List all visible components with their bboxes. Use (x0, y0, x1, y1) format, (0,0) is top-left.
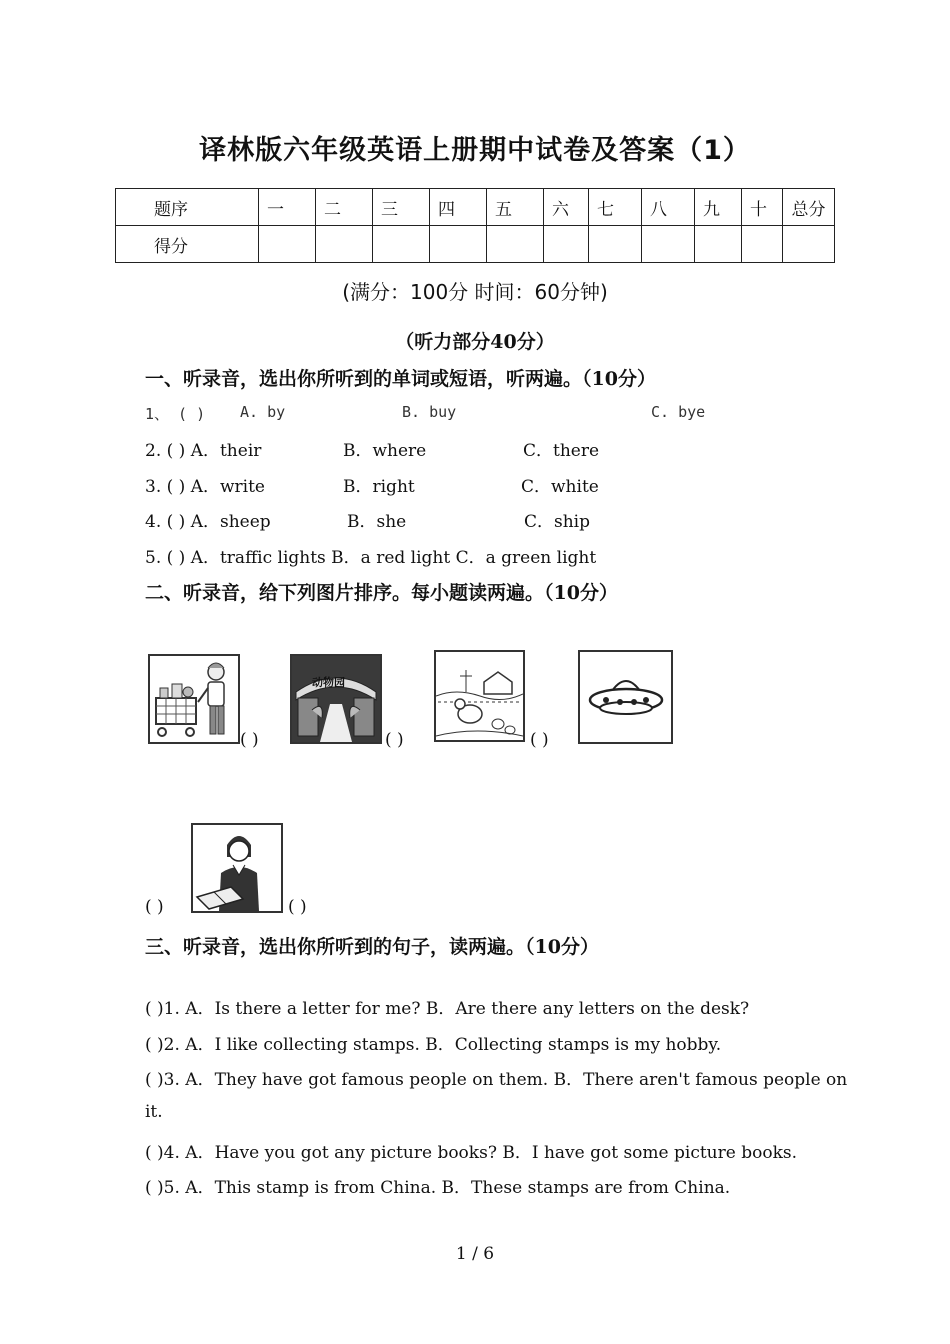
q2-option-c: C．there (523, 441, 600, 461)
score-cell[interactable] (259, 226, 316, 263)
answer-paren[interactable]: ( ) (288, 897, 307, 917)
zoo-gate-icon (292, 656, 380, 742)
score-cell[interactable] (373, 226, 430, 263)
table-cell: 题序 (116, 189, 259, 226)
zoo-sign-text: 动物园 (312, 676, 345, 689)
table-cell: 七 (589, 189, 642, 226)
answer-paren[interactable]: ( ) (240, 730, 259, 750)
score-cell[interactable] (783, 226, 835, 263)
table-cell: 六 (544, 189, 589, 226)
q1-number: 1、 ( ) (145, 405, 206, 423)
table-row (116, 226, 835, 263)
page-title: 译林版六年级英语上册期中试卷及答案（1） (199, 135, 751, 166)
table-cell: 九 (695, 189, 742, 226)
section2-heading: 二、听录音，给下列图片排序。每小题读两遍。（10分） (145, 582, 618, 604)
q1-option-c: C. bye (651, 403, 706, 421)
shopping-cart-picture (148, 654, 240, 744)
table-cell: 总分 (783, 189, 835, 226)
table-cell: 得分 (116, 226, 259, 263)
q4-option-b: B．she (347, 512, 407, 532)
answer-paren[interactable]: ( ) (145, 897, 164, 917)
score-cell[interactable] (316, 226, 373, 263)
section1-heading: 一、听录音，选出你所听到的单词或短语，听两遍。（10分） (145, 368, 656, 390)
farm-picture (434, 650, 525, 742)
table-cell: 三 (373, 189, 430, 226)
ufo-icon (580, 652, 671, 742)
woman-reading-icon (193, 825, 281, 911)
section3-heading: 三、听录音，选出你所听到的句子，读两遍。（10分） (145, 936, 599, 958)
q5-line: 5. ( ) A．traffic lights B．a red light C．a green light (145, 548, 597, 568)
s3-item: ( )3. A．They have got famous people on them. B．There aren't famous people on (145, 1070, 848, 1090)
q3-option-b: B．right (343, 477, 415, 497)
listening-header: （听力部分40分） (395, 331, 555, 353)
q1-option-b: B. buy (402, 403, 457, 421)
ufo-picture (578, 650, 673, 744)
table-cell: 五 (487, 189, 544, 226)
s3-item-continuation: it. (145, 1102, 163, 1122)
score-cell[interactable] (695, 226, 742, 263)
q3-number: 3. ( ) A．write (145, 477, 265, 497)
q2-number: 2. ( ) A．their (145, 441, 262, 461)
score-cell[interactable] (544, 226, 589, 263)
page-number: 1 / 6 (455, 1244, 495, 1264)
table-cell: 十 (742, 189, 783, 226)
score-table (115, 188, 835, 263)
exam-info: (满分：100分 时间：60分钟) (342, 280, 608, 304)
answer-paren[interactable]: ( ) (530, 730, 549, 750)
table-cell: 八 (642, 189, 695, 226)
answer-paren[interactable]: ( ) (385, 730, 404, 750)
score-cell[interactable] (642, 226, 695, 263)
score-cell[interactable] (430, 226, 487, 263)
woman-reading-picture (191, 823, 283, 913)
q4-option-c: C．ship (524, 512, 590, 532)
q4-number: 4. ( ) A．sheep (145, 512, 271, 532)
s3-item: ( )2. A．I like collecting stamps. B．Collecting stamps is my hobby. (145, 1035, 722, 1055)
shopping-cart-icon (150, 656, 238, 742)
score-cell[interactable] (742, 226, 783, 263)
table-row (116, 189, 835, 226)
q2-option-b: B．where (343, 441, 427, 461)
score-cell[interactable] (487, 226, 544, 263)
zoo-gate-picture (290, 654, 382, 744)
q3-option-c: C．white (521, 477, 599, 497)
s3-item: ( )4. A．Have you got any picture books? B．I have got some picture books. (145, 1143, 797, 1163)
table-cell: 二 (316, 189, 373, 226)
table-cell: 四 (430, 189, 487, 226)
score-cell[interactable] (589, 226, 642, 263)
q1-option-a: A. by (240, 403, 286, 421)
s3-item: ( )1. A．Is there a letter for me? B．Are there any letters on the desk? (145, 999, 750, 1019)
farm-icon (436, 652, 523, 740)
table-cell: 一 (259, 189, 316, 226)
s3-item: ( )5. A．This stamp is from China. B．These stamps are from China. (145, 1178, 731, 1198)
